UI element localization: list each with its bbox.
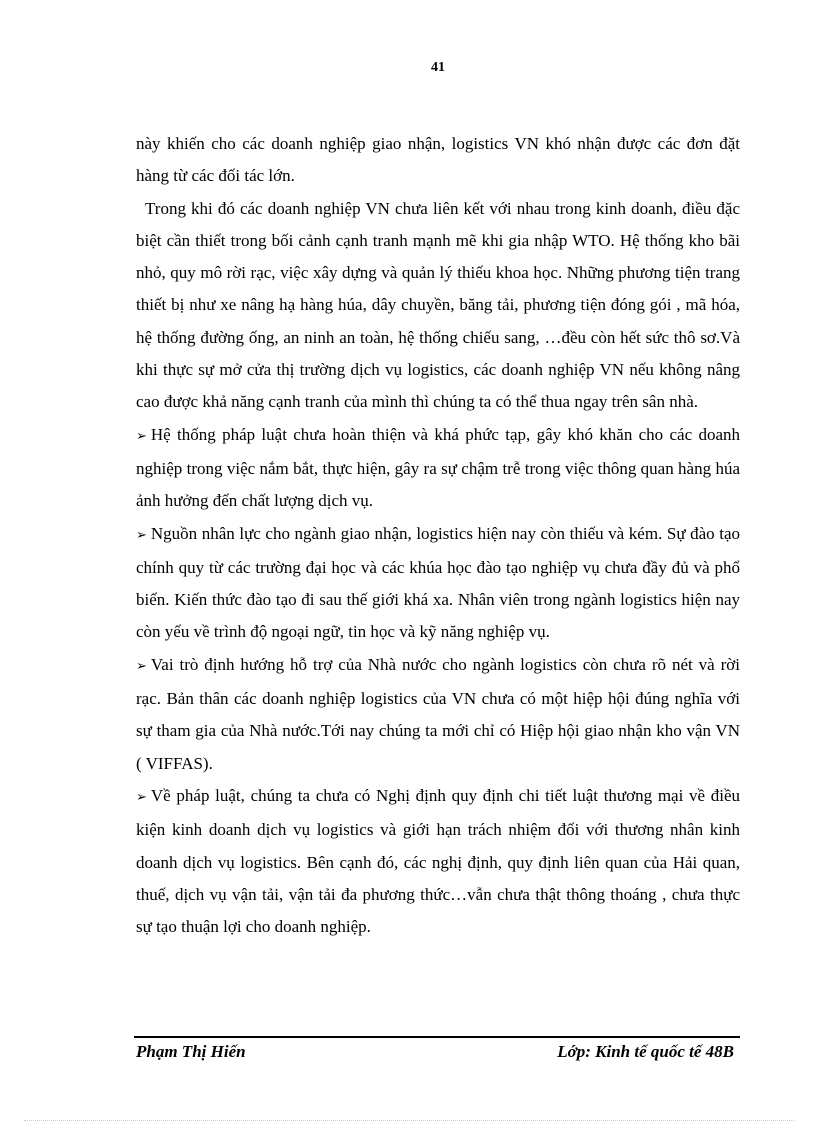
- bullet-text: Vai trò định hướng hỗ trợ của Nhà nước cho ngành logistics còn chưa rõ nét và rời rạc. Bản thân các doanh nghiệp logistics của VN chưa có một hiệp hội đúng nghĩa với sự tham gia của Nhà nước.Tới nay chúng ta mới chỉ có Hiệp hội giao nhận kho vận VN ( VIFFAS).: [136, 654, 740, 773]
- page-bottom-edge: [24, 1120, 794, 1121]
- arrow-bullet-icon: ➢: [136, 658, 147, 674]
- bullet-item-state-role: [136, 649, 740, 780]
- bullet-text: Hệ thống pháp luật chưa hoàn thiện và khá phức tạp, gây khó khăn cho các doanh nghiệp trong việc nắm bắt, thực hiện, gây ra sự chậm trễ trong việc thông quan hàng húa ảnh hưởng đến chất lượng dịch vụ.: [136, 424, 740, 511]
- document-body: [136, 128, 740, 943]
- footer-class-label: Lớp: Kinh tế quốc tế 48B: [557, 1042, 734, 1061]
- bullet-text: Về pháp luật, chúng ta chưa có Nghị định quy định chi tiết luật thương mại về điều kiện kinh doanh dịch vụ logistics và giới hạn trách nhiệm đối với thương nhân kinh doanh dịch vụ logistics. Bên cạnh đó, các nghị định, quy định liên quan của Hải quan, thuế, dịch vụ vận tải, vận tải đa phương thức…vẫn chưa thật thông thoáng , chưa thực sự tạo thuận lợi cho doanh nghiệp.: [136, 785, 740, 937]
- paragraph-wto-context: [136, 193, 740, 419]
- bullet-text: Nguồn nhân lực cho ngành giao nhận, logistics hiện nay còn thiếu và kém. Sự đào tạo chính quy từ các trường đại học và các khúa học đào tạo nghiệp vụ chưa đầy đủ và phổ biến. Kiến thức đào tạo đi sau thế giới khá xa. Nhân viên trong ngành logistics hiện nay còn yếu về trình độ ngoại ngữ, tin học và kỹ năng nghiệp vụ.: [136, 523, 740, 642]
- footer-divider: [134, 1036, 740, 1038]
- page-number: 41: [431, 60, 445, 75]
- footer-author: Phạm Thị Hiến: [136, 1042, 246, 1061]
- bullet-item-legislation: [136, 780, 740, 943]
- paragraph-text: này khiến cho các doanh nghiệp giao nhận, logistics VN khó nhận được các đơn đặt hàng từ các đối tác lớn.: [136, 134, 740, 186]
- paragraph-continuation: [136, 128, 740, 193]
- bullet-item-legal-system: [136, 419, 740, 518]
- paragraph-text: Trong khi đó các doanh nghiệp VN chưa liên kết với nhau trong kinh doanh, điều đặc biệt cần thiết trong bối cảnh cạnh tranh mạnh mẽ khi gia nhập WTO. Hệ thống kho bãi nhỏ, quy mô rời rạc, việc xây dựng và quản lý thiếu khoa học. Những phương tiện trang thiết bị như xe nâng hạ hàng húa, dây chuyền, băng tải, phương tiện đóng gói , mã hóa, hệ thống đường ống, an ninh an toàn, hệ thống chiếu sang, …đều còn hết sức thô sơ.Và khi thực sự mở cửa thị trường dịch vụ logistics, các doanh nghiệp VN nếu không nâng cao được khả năng cạnh tranh của mình thì chúng ta có thể thua ngay trên sân nhà.: [136, 198, 740, 412]
- bullet-item-human-resources: [136, 518, 740, 649]
- arrow-bullet-icon: ➢: [136, 428, 147, 444]
- arrow-bullet-icon: ➢: [136, 527, 147, 543]
- arrow-bullet-icon: ➢: [136, 789, 147, 805]
